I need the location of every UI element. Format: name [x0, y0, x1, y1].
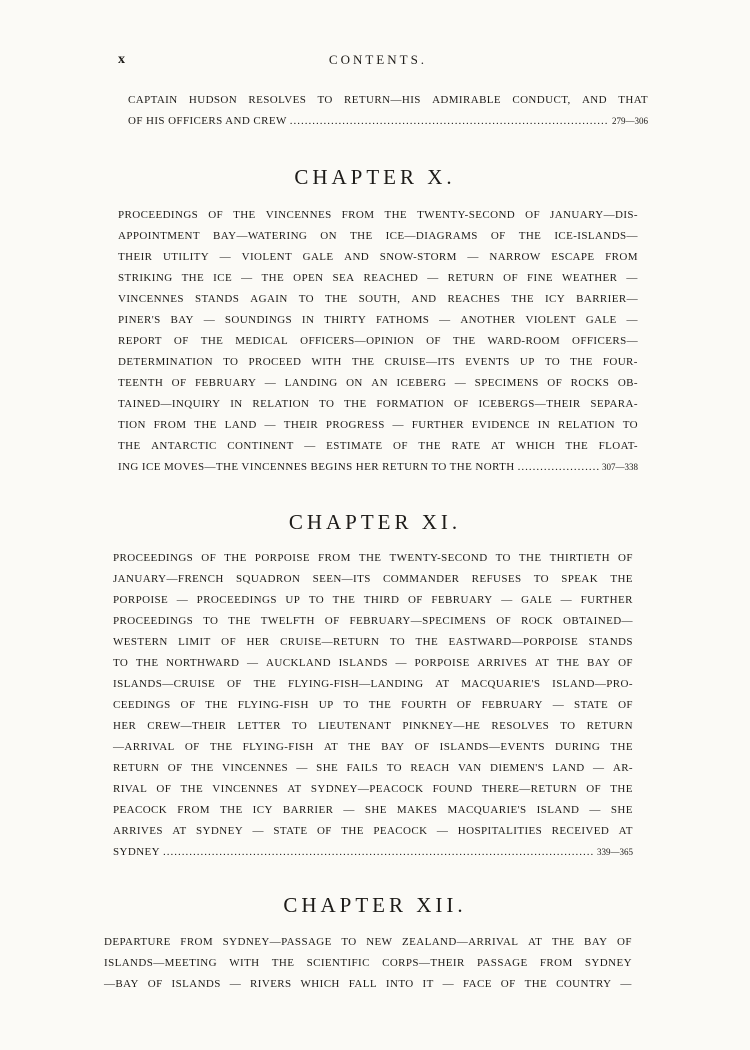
contents-line: PORPOISE — PROCEEDINGS UP TO THE THIRD OF FEBRUARY — GALE — FURTHER — [113, 594, 633, 606]
contents-line: THE ANTARCTIC CONTINENT — ESTIMATE OF THE RATE AT WHICH THE FLOAT- — [118, 440, 638, 452]
page-range: 279—306 — [612, 116, 648, 126]
chapter-xii-entry — [104, 932, 632, 995]
contents-line — [128, 111, 648, 132]
intro-entry — [128, 90, 648, 132]
contents-line: PROCEEDINGS OF THE VINCENNES FROM THE TWENTY-SECOND OF JANUARY—DIS- — [118, 209, 638, 221]
contents-line: VINCENNES STANDS AGAIN TO THE SOUTH, AND REACHES THE ICY BARRIER— — [118, 293, 638, 305]
chapter-xii-title: CHAPTER XII. — [283, 893, 467, 917]
contents-line: JANUARY—FRENCH SQUADRON SEEN—ITS COMMANDER REFUSES TO SPEAK THE — [113, 573, 633, 585]
contents-line-text: ING ICE MOVES—THE VINCENNES BEGINS HER RETURN TO THE NORTH — [118, 461, 515, 473]
contents-line: TO THE NORTHWARD — AUCKLAND ISLANDS — PORPOISE ARRIVES AT THE BAY OF — [113, 657, 633, 669]
contents-line — [118, 457, 638, 478]
contents-line: —ARRIVAL OF THE FLYING-FISH AT THE BAY OF ISLANDS—EVENTS DURING THE — [113, 741, 633, 753]
chapter-x-title: CHAPTER X. — [294, 165, 456, 189]
page-header — [118, 52, 638, 72]
contents-line: DETERMINATION TO PROCEED WITH THE CRUISE—ITS EVENTS UP TO THE FOUR- — [118, 356, 638, 368]
contents-line: PROCEEDINGS OF THE PORPOISE FROM THE TWENTY-SECOND TO THE THIRTIETH OF — [113, 552, 633, 564]
contents-line: CAPTAIN HUDSON RESOLVES TO RETURN—HIS ADMIRABLE CONDUCT, AND THAT — [128, 94, 648, 106]
contents-line: TION FROM THE LAND — THEIR PROGRESS — FURTHER EVIDENCE IN RELATION TO — [118, 419, 638, 431]
contents-line: REPORT OF THE MEDICAL OFFICERS—OPINION OF THE WARD-ROOM OFFICERS— — [118, 335, 638, 347]
contents-line: APPOINTMENT BAY—WATERING ON THE ICE—DIAGRAMS OF THE ICE-ISLANDS— — [118, 230, 638, 242]
contents-line: RETURN OF THE VINCENNES — SHE FAILS TO REACH VAN DIEMEN'S LAND — AR- — [113, 762, 633, 774]
dot-leader — [163, 842, 594, 863]
contents-line: DEPARTURE FROM SYDNEY—PASSAGE TO NEW ZEALAND—ARRIVAL AT THE BAY OF — [104, 936, 632, 948]
page-range: 339—365 — [597, 847, 633, 857]
contents-line: STRIKING THE ICE — THE OPEN SEA REACHED — RETURN OF FINE WEATHER — — [118, 272, 638, 284]
page-number: x — [118, 52, 126, 67]
chapter-x-entry — [118, 205, 638, 478]
contents-line: HER CREW—THEIR LETTER TO LIEUTENANT PINKNEY—HE RESOLVES TO RETURN — [113, 720, 633, 732]
chapter-xi-title: CHAPTER XI. — [288, 510, 462, 534]
contents-line: ARRIVES AT SYDNEY — STATE OF THE PEACOCK — HOSPITALITIES RECEIVED AT — [113, 825, 633, 837]
contents-line: RIVAL OF THE VINCENNES AT SYDNEY—PEACOCK FOUND THERE—RETURN OF THE — [113, 783, 633, 795]
page-range: 307—338 — [602, 462, 638, 472]
contents-line: ISLANDS—MEETING WITH THE SCIENTIFIC CORPS—THEIR PASSAGE FROM SYDNEY — [104, 957, 632, 969]
contents-line — [113, 842, 633, 863]
running-head: CONTENTS. — [328, 52, 428, 67]
contents-line: WESTERN LIMIT OF HER CRUISE—RETURN TO THE EASTWARD—PORPOISE STANDS — [113, 636, 633, 648]
contents-line: THEIR UTILITY — VIOLENT GALE AND SNOW-STORM — NARROW ESCAPE FROM — [118, 251, 638, 263]
contents-line: PROCEEDINGS TO THE TWELFTH OF FEBRUARY—SPECIMENS OF ROCK OBTAINED— — [113, 615, 633, 627]
contents-line: ISLANDS—CRUISE OF THE FLYING-FISH—LANDING AT MACQUARIE'S ISLAND—PRO- — [113, 678, 633, 690]
contents-line: CEEDINGS OF THE FLYING-FISH UP TO THE FOURTH OF FEBRUARY — STATE OF — [113, 699, 633, 711]
contents-line: PEACOCK FROM THE ICY BARRIER — SHE MAKES MACQUARIE'S ISLAND — SHE — [113, 804, 633, 816]
contents-line: TEENTH OF FEBRUARY — LANDING ON AN ICEBERG — SPECIMENS OF ROCKS OB- — [118, 377, 638, 389]
contents-line: TAINED—INQUIRY IN RELATION TO THE FORMATION OF ICEBERGS—THEIR SEPARA- — [118, 398, 638, 410]
contents-line: —BAY OF ISLANDS — RIVERS WHICH FALL INTO IT — FACE OF THE COUNTRY — — [104, 978, 632, 990]
dot-leader — [290, 111, 609, 132]
chapter-xi-entry — [113, 548, 633, 863]
contents-line: PINER'S BAY — SOUNDINGS IN THIRTY FATHOMS — ANOTHER VIOLENT GALE — — [118, 314, 638, 326]
dot-leader — [518, 457, 599, 478]
contents-line-text: OF HIS OFFICERS AND CREW — [128, 115, 287, 127]
contents-line-text: SYDNEY — [113, 846, 161, 858]
